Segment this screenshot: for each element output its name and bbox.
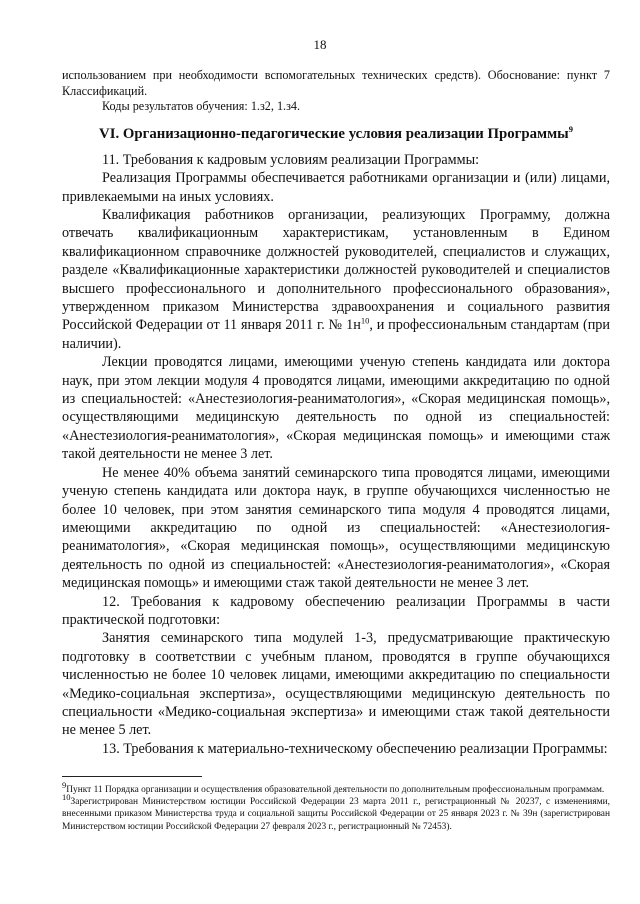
requirement-11-lectures-paragraph: Лекции проводятся лицами, имеющими ученую степень кандидата или доктора наук, при этом лекции модуля 4 проводятся лицами, имеющими аккредитацию по одной из специальностей: «Анестезиология-реаниматология», «Скорая медицинская помощь», осуществляющими медицинскую деятельность по одной из специальностей: «Анестезиология-реаниматология», «Скорая медицинская помощь» и имеющими стаж такой деятельности не менее 3 лет. — [62, 354, 610, 463]
requirement-11-staff-paragraph: Реализация Программы обеспечивается работниками организации и (или) лицами, привлекаемыми на иных условиях. — [62, 170, 610, 205]
qualification-tail: , и профессиональным стандартам (при наличии). — [62, 317, 610, 352]
footnote-10-text: Зарегистрирован Министерством юстиции Российской Федерации 23 марта 2011 г., регистрационный № 20237, с изменениями, внесенными приказом Министерства труда и социальной защиты Российской Федерации от 25 января 2023 г. № 39н (зарегистрирован Министерством юстиции Российской Федерации 27 февраля 2023 г., регистрационный № 72453). — [62, 797, 610, 832]
requirement-11-heading: 11. Требования к кадровым условиям реализации Программы: — [102, 151, 480, 168]
requirement-13-heading: 13. Требования к материально-техническому обеспечению реализации Программы: — [102, 740, 608, 757]
footnote-divider — [62, 776, 202, 777]
page-body — [62, 68, 610, 758]
requirement-11-qualification-paragraph — [62, 206, 610, 353]
intro-paragraph: использованием при необходимости вспомогательных технических средств). Обоснование: пункт 7 Классификаций. — [62, 68, 610, 98]
footnotes — [62, 779, 610, 833]
requirement-12-paragraph: Занятия семинарского типа модулей 1-3, предусматривающие практическую подготовку в соответствии с учебным планом, проводятся в группе обучающихся численностью не более 10 человек лицами, имеющими аккредитацию по специальности «Медико-социальная экспертиза», осуществляющими медицинскую деятельность по специальности «Медико-социальная экспертиза» и имеющими стаж такой деятельности не менее 5 лет. — [62, 630, 610, 739]
footnote-ref-10: 10 — [360, 315, 370, 326]
footnote-9-text: Пункт 11 Порядка организации и осуществления образовательной деятельности по дополнительным профессиональным программам. — [66, 785, 605, 795]
requirement-11-seminars-paragraph: Не менее 40% объема занятий семинарского типа проводятся лицами, имеющими ученую степень кандидата или доктора наук, в группе обучающихся численностью не более 10 человек, при этом занятия семинарского типа модуля 4 проводятся лицами, имеющими аккредитацию по одной из специальностей: «Анестезиология-реаниматология», «Скорая медицинская помощь», осуществляющими медицинскую деятельность по одной из специальностей: «Анестезиология-реаниматология», «Скорая медицинская помощь» и имеющими стаж такой деятельности не менее 3 лет. — [62, 464, 610, 592]
section-title — [62, 125, 610, 144]
footnote-10-mark: 10 — [62, 792, 71, 803]
section-title-text: VI. Организационно-педагогические условия реализации Программы — [99, 125, 569, 142]
footnote-ref-9: 9 — [568, 123, 573, 134]
footnote-9 — [62, 779, 610, 796]
learning-result-codes: Коды результатов обучения: 1.з2, 1.з4. — [102, 99, 301, 114]
qualification-text: Квалификация работников организации, реализующих Программу, должна отвечать квалификационным характеристикам, установленным в Едином квалификационном справочнике должностей руководителей, специалистов и служащих, разделе «Квалификационные характеристики должностей руководителей и специалистов высшего профессионального и дополнительного профессионального образования», утвержденном приказом Министерства здравоохранения и социального развития Российской Федерации от 11 января 2011 г. № 1н — [62, 207, 610, 334]
footnote-9-mark: 9 — [62, 779, 67, 790]
page-number: 18 — [313, 37, 327, 52]
footnote-10 — [62, 792, 610, 833]
requirement-12-heading: 12. Требования к кадровому обеспечению реализации Программы в части практической подготовки: — [62, 593, 610, 628]
